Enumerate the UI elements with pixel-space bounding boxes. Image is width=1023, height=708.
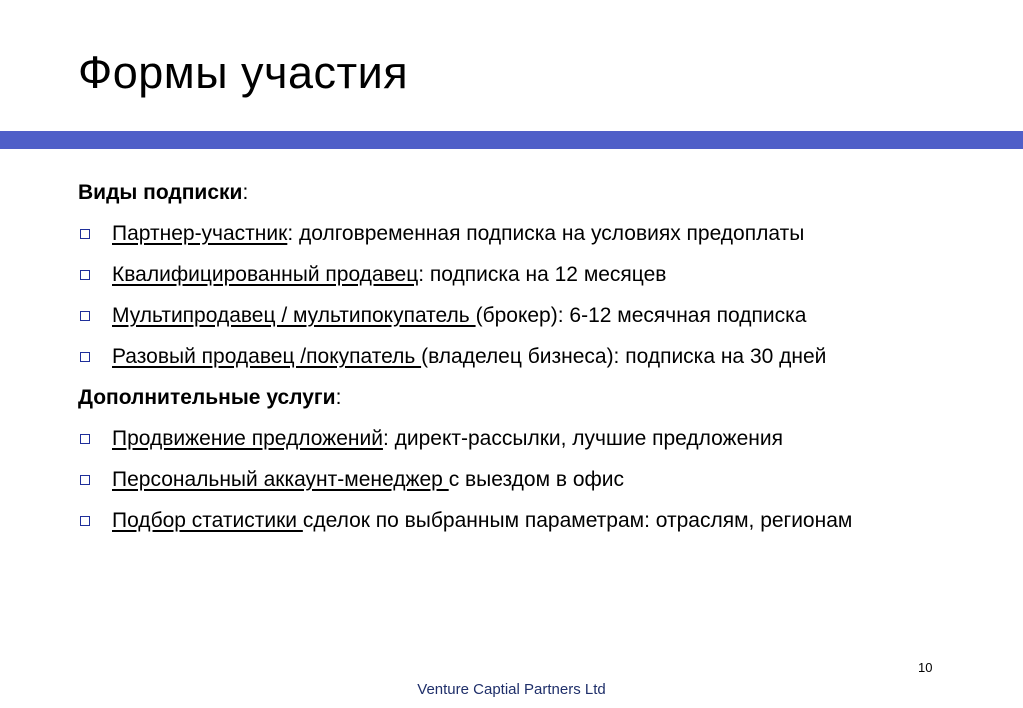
list-item-term: Мультипродавец / мультипокупатель: [112, 303, 476, 327]
list-item: [78, 418, 998, 459]
list-item-text: с выездом в офис: [448, 467, 625, 491]
list-item: [78, 213, 998, 254]
square-bullet-icon: [80, 270, 90, 280]
list-item-text: (владелец бизнеса): подписка на 30 дней: [421, 344, 827, 368]
list-item: [78, 295, 998, 336]
list-item-text: сделок по выбранным параметрам: отраслям, регионам: [302, 508, 853, 532]
list-item-term: Подбор статистики: [112, 508, 303, 532]
list-item-text: : директ-рассылки, лучшие предложения: [382, 426, 783, 450]
list-item-text: (брокер): 6-12 месячная подписка: [475, 303, 807, 327]
list-item-term: Партнер-участник: [112, 221, 288, 245]
list-item-text: : долговременная подписка на условиях предоплаты: [287, 221, 805, 245]
section-heading-services: [78, 377, 998, 418]
square-bullet-icon: [80, 475, 90, 485]
footer-company-name: Venture Captial Partners Ltd: [417, 681, 606, 698]
square-bullet-icon: [80, 434, 90, 444]
square-bullet-icon: [80, 311, 90, 321]
title-accent-bar: [0, 131, 1023, 149]
section-heading-suffix: :: [335, 385, 342, 409]
square-bullet-icon: [80, 352, 90, 362]
slide-title: Формы участия: [78, 47, 409, 98]
list-item-term: Продвижение предложений: [112, 426, 383, 450]
section-heading-text: Дополнительные услуги: [78, 385, 336, 409]
page-number: 10: [918, 660, 933, 675]
list-item-term: Квалифицированный продавец: [112, 262, 419, 286]
list-item: [78, 254, 998, 295]
section-heading-text: Виды подписки: [78, 180, 243, 204]
list-item: [78, 500, 998, 541]
list-item-text: : подписка на 12 месяцев: [418, 262, 667, 286]
square-bullet-icon: [80, 229, 90, 239]
square-bullet-icon: [80, 516, 90, 526]
section-heading-suffix: :: [242, 180, 249, 204]
section-heading-subscriptions: [78, 172, 998, 213]
list-item-term: Разовый продавец /покупатель: [112, 344, 422, 368]
list-item: [78, 459, 998, 500]
list-item-term: Персональный аккаунт-менеджер: [112, 467, 449, 491]
slide-content: [78, 172, 998, 541]
list-item: [78, 336, 998, 377]
